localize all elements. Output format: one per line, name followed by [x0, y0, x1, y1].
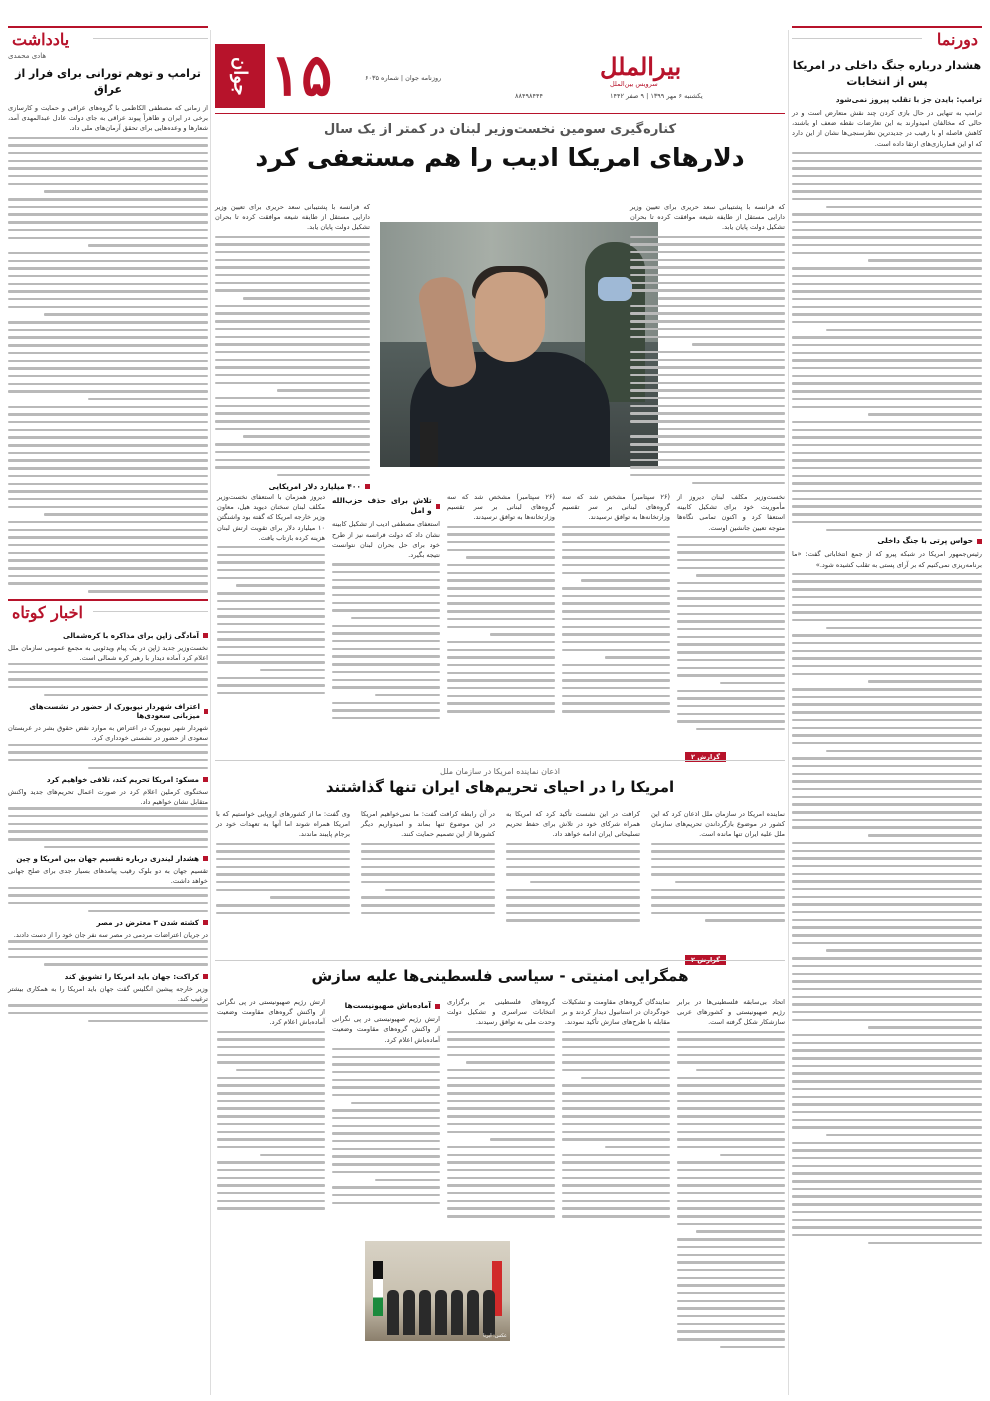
masthead	[215, 41, 785, 114]
story-column: کرافت در این نشست تأکید کرد که امریکا به همراه شرکای خود در تلاش برای حفظ تحریم تسلیحاتی ایران ادامه خواهد داد.	[506, 809, 640, 927]
brief-item[interactable]	[8, 631, 208, 697]
subhead: حواس پرتی با جنگ داخلی	[792, 536, 982, 546]
story-kicker: اذعان نماینده امریکا در سازمان ملل	[440, 767, 560, 776]
brief-text: نخست‌وزیر جدید ژاپن در یک پیام ویدئویی به مجمع عمومی سازمان ملل اعلام کرد آماده دیدار با رهبر کره شمالی است.	[8, 643, 208, 662]
report-tag[interactable]: گزارش ۲	[685, 752, 726, 762]
article-body	[792, 108, 982, 1244]
story-column: آماده‌باش صهیونیست‌ها ارتش رژیم صهیونیستی در پی نگرانی از واکنش گروه‌های مقاومت وضعیت آماده‌باش اعلام کرد.	[332, 997, 440, 1209]
story-kicker: کناره‌گیری سومین نخست‌وزیر لبنان در کمتر از یک سال	[323, 122, 677, 137]
main-story	[215, 122, 785, 761]
article-title[interactable]: هشدار درباره جنگ داخلی در امریکا پس از انتخابات	[792, 59, 982, 88]
banner-rule	[93, 611, 208, 612]
service-name: سرویس بین‌الملل	[610, 80, 658, 88]
javan-logo[interactable]: جوان	[215, 44, 265, 108]
story-2	[215, 760, 785, 964]
article-body	[8, 103, 208, 593]
red-square-bullet-icon	[203, 920, 208, 925]
story-column: نمایندگان گروه‌های مقاومت و تشکیلات خودگردان در استانبول دیدار کردند و بر مقابله با طرح‌های سازش تأکید نمودند.	[562, 997, 670, 1223]
body-text-lines	[792, 573, 982, 1244]
column-divider	[210, 30, 211, 1395]
section-title: یادداشت	[12, 30, 70, 49]
story-column: اتحاد بی‌سابقه فلسطینی‌ها در برابر رژیم صهیونیستی و کشورهای عربی سازشکار شکل گرفته است.	[677, 997, 785, 1353]
brief-text: شهردار شهر نیویورک در اعتراض به موارد نقض حقوق بشر در عربستان سعودی از حضور در نشستی خودداری کرد.	[8, 724, 208, 743]
face-figure	[475, 272, 545, 362]
issue-date: یکشنبه ۶ مهر ۱۳۹۹ | ۹ صفر ۱۴۴۲	[610, 92, 703, 100]
story-3	[215, 960, 785, 1339]
paragraph: ترامپ به تنهایی در حال بازی کردن چند نقش متعارض است و در حالی که مخالفان امیدوارند به این تعارضات نقطه ضعف او باشند، کاهش فاصله او با رقیب در جدیدترین نظرسنجی‌ها نشان از این دارد که او این قماربازی‌های ارتقا داده است.	[792, 109, 982, 148]
story-column: که فرانسه با پشتیبانی سعد حریری برای تعیین وزیر دارایی مستقل از طایفه شیعه موافقت کرده تا بحران تشکیل دولت پایان یابد.	[630, 202, 785, 489]
article-lead: ترامپ: بایدن جز با تقلب پیروز نمی‌شود	[835, 95, 982, 104]
story-column: دیروز همزمان با استعفای نخست‌وزیر مکلف لبنان سخنان دیوید هیل، معاون وزیر خارجه امریکا که گفته بود واشنگتن ۱۰ میلیارد دلار برای تقویت ارتش لبنان هزینه کرده بازتاب یافت.	[217, 492, 325, 700]
story-headline[interactable]: همگرایی امنیتی - سیاسی فلسطینی‌ها علیه سازش	[311, 967, 689, 985]
brief-item[interactable]	[8, 702, 208, 769]
brief-text: تقسیم جهان به دو بلوک رقیب پیامدهای بسیار جدی برای صلح جهانی خواهد داشت.	[8, 867, 208, 886]
column-divider	[788, 30, 789, 1395]
brief-title: اعتراف شهردار نیویورک از حضور در نشست‌های میزبانی سعودی‌ها	[29, 702, 200, 721]
banner-rule	[792, 38, 922, 39]
red-square-bullet-icon	[203, 633, 208, 638]
brief-title: هشدار لیندزی درباره تقسیم جهان بین امریکا و چین	[16, 854, 199, 864]
story-column: ارتش رژیم صهیونیستی در پی نگرانی از واکنش گروه‌های مقاومت وضعیت آماده‌باش اعلام کرد.	[217, 997, 325, 1215]
story-column: تلاش برای حذف حزب‌الله و امل استعفای مصطفی ادیب از تشکیل کابینه نشان داد که دولت فرانسه نیز از طرح خود برای حل بحران لبنان نتوانست نتیجه بگیرد.	[332, 492, 440, 725]
red-square-bullet-icon	[435, 1004, 440, 1009]
brief-title: کراکت: جهان باید امریکا را تشویق کند	[64, 971, 199, 981]
section-name: بیرالملل	[600, 52, 682, 81]
page-number: ۱۵	[270, 41, 333, 109]
brief-item[interactable]	[8, 972, 208, 1022]
red-square-bullet-icon	[203, 777, 208, 782]
brief-title: کشته شدن ۳ معترض در مصر	[96, 918, 199, 928]
brief-text: سخنگوی کرملین اعلام کرد در صورت اعمال تحریم‌های جدید واکنش متقابل نشان خواهیم داد.	[8, 787, 208, 807]
paragraph: رئیس‌جمهور امریکا در شبکه پیرو که از جمع انتخاباتی گفت: «ما برنامه‌ریزی نمی‌کنیم که بر آرای پستی به تقلب کشیده شود.»	[792, 550, 982, 569]
section-banner-dorna	[792, 26, 982, 48]
author-name: هادی محمدی	[8, 52, 47, 60]
right-column	[792, 26, 982, 1249]
brief-text: وزیر خارجه پیشین انگلیس گفت جهان باید امریکا را به همکاری بیشتر ترغیب کند.	[8, 984, 208, 1003]
left-column	[8, 26, 208, 1028]
red-square-bullet-icon	[365, 484, 370, 489]
paragraph: از زمانی که مصطفی الکاظمی با گروه‌های عراقی و حمایت و کارسازی برخی در ایران و ظاهراً پیوند عراقی به جای دولت عادل عبدالمهدی آمد، شعارها و وعده‌هایی برای تحقق آرمان‌های ملی داد.	[8, 104, 208, 133]
red-square-bullet-icon	[977, 539, 982, 544]
story-headline[interactable]: امریکا را در احیای تحریم‌های ایران تنها گذاشتند	[325, 778, 675, 796]
story-headline[interactable]: دلارهای امریکا ادیب را هم مستعفی کرد	[255, 143, 745, 172]
palestine-flag	[373, 1261, 383, 1316]
main-photo[interactable]	[380, 222, 658, 467]
red-square-bullet-icon	[436, 504, 440, 509]
brief-text: در جریان اعتراضات مردمی در مصر سه نفر جان خود را از دست دادند.	[13, 931, 208, 940]
story-column: که فرانسه با پشتیبانی سعد حریری برای تعیین وزیر دارایی مستقل از طایفه شیعه موافقت کرده تا بحران تشکیل دولت پایان یابد. ۴۰۰ میلیارد دلار امریکایی	[215, 203, 370, 491]
section-title: اخبار کوتاه	[12, 602, 83, 622]
face-mask	[598, 277, 632, 301]
brief-item[interactable]	[8, 775, 208, 848]
red-square-bullet-icon	[203, 974, 208, 979]
story-column: نخست‌وزیر مکلف لبنان دیروز از مأموریت خود برای تشکیل کابینه استعفا کرد و اکنون تمامی نگاه‌ها متوجه تعیین جانشین اوست.	[677, 492, 785, 736]
story-column: وی گفت: ما از کشورهای اروپایی خواستیم که با امریکا همراه شوند اما آنها به تعهدات خود در برجام پایبند ماندند.	[216, 809, 350, 919]
meeting-photo[interactable]	[365, 1241, 510, 1341]
phone-number: ۸۸۴۹۸۴۴۴	[515, 92, 543, 100]
article-title[interactable]: ترامپ و توهم تورانی برای فرار از عراق	[15, 67, 201, 96]
brief-title: آمادگی ژاپن برای مذاکره با کره‌شمالی	[62, 630, 199, 640]
story-column: (۲۶ سپتامبر) مشخص شد که سه گروه‌های لبنانی بر سر تقسیم وزارتخانه‌ها به توافق نرسیدند.	[562, 492, 670, 718]
section-banner-yaddasht	[8, 26, 208, 48]
issue-info: روزنامه جوان | شماره ۶۰۳۵	[365, 74, 442, 82]
brief-title: مسکو: امریکا تحریم کند، تلافی خواهیم کرد	[46, 774, 199, 784]
body-text-lines	[8, 137, 208, 593]
story-column: نماینده امریکا در سازمان ملل اذعان کرد که این کشور در موضوع بازگرداندن تحریم‌های سازمان ملل علیه ایران تنها مانده است.	[651, 809, 785, 927]
red-square-bullet-icon	[204, 709, 208, 714]
brief-item[interactable]	[8, 854, 208, 912]
photo-caption: عکس: ایرنا	[483, 1333, 507, 1339]
report-tag[interactable]: گزارش ۲	[685, 955, 726, 965]
brief-item[interactable]	[8, 918, 208, 966]
banner-rule	[93, 38, 208, 39]
story-column: در آن رابطه کرافت گفت: ما نمی‌خواهیم امریکا در این موضوع تنها بماند و امیدواریم دیگر کشورها از این تصمیم حمایت کنند.	[361, 809, 495, 919]
body-text-lines	[792, 152, 982, 531]
story-column: (۲۶ سپتامبر) مشخص شد که سه گروه‌های لبنانی بر سر تقسیم وزارتخانه‌ها به توافق نرسیدند.	[447, 492, 555, 718]
story-column: گروه‌های فلسطینی بر برگزاری انتخابات سراسری و تشکیل دولت وحدت ملی به توافق رسیدند.	[447, 997, 555, 1223]
red-square-bullet-icon	[203, 856, 208, 861]
section-title: دورنما	[936, 30, 978, 49]
section-banner-briefs	[8, 599, 208, 621]
microphone	[420, 422, 438, 467]
